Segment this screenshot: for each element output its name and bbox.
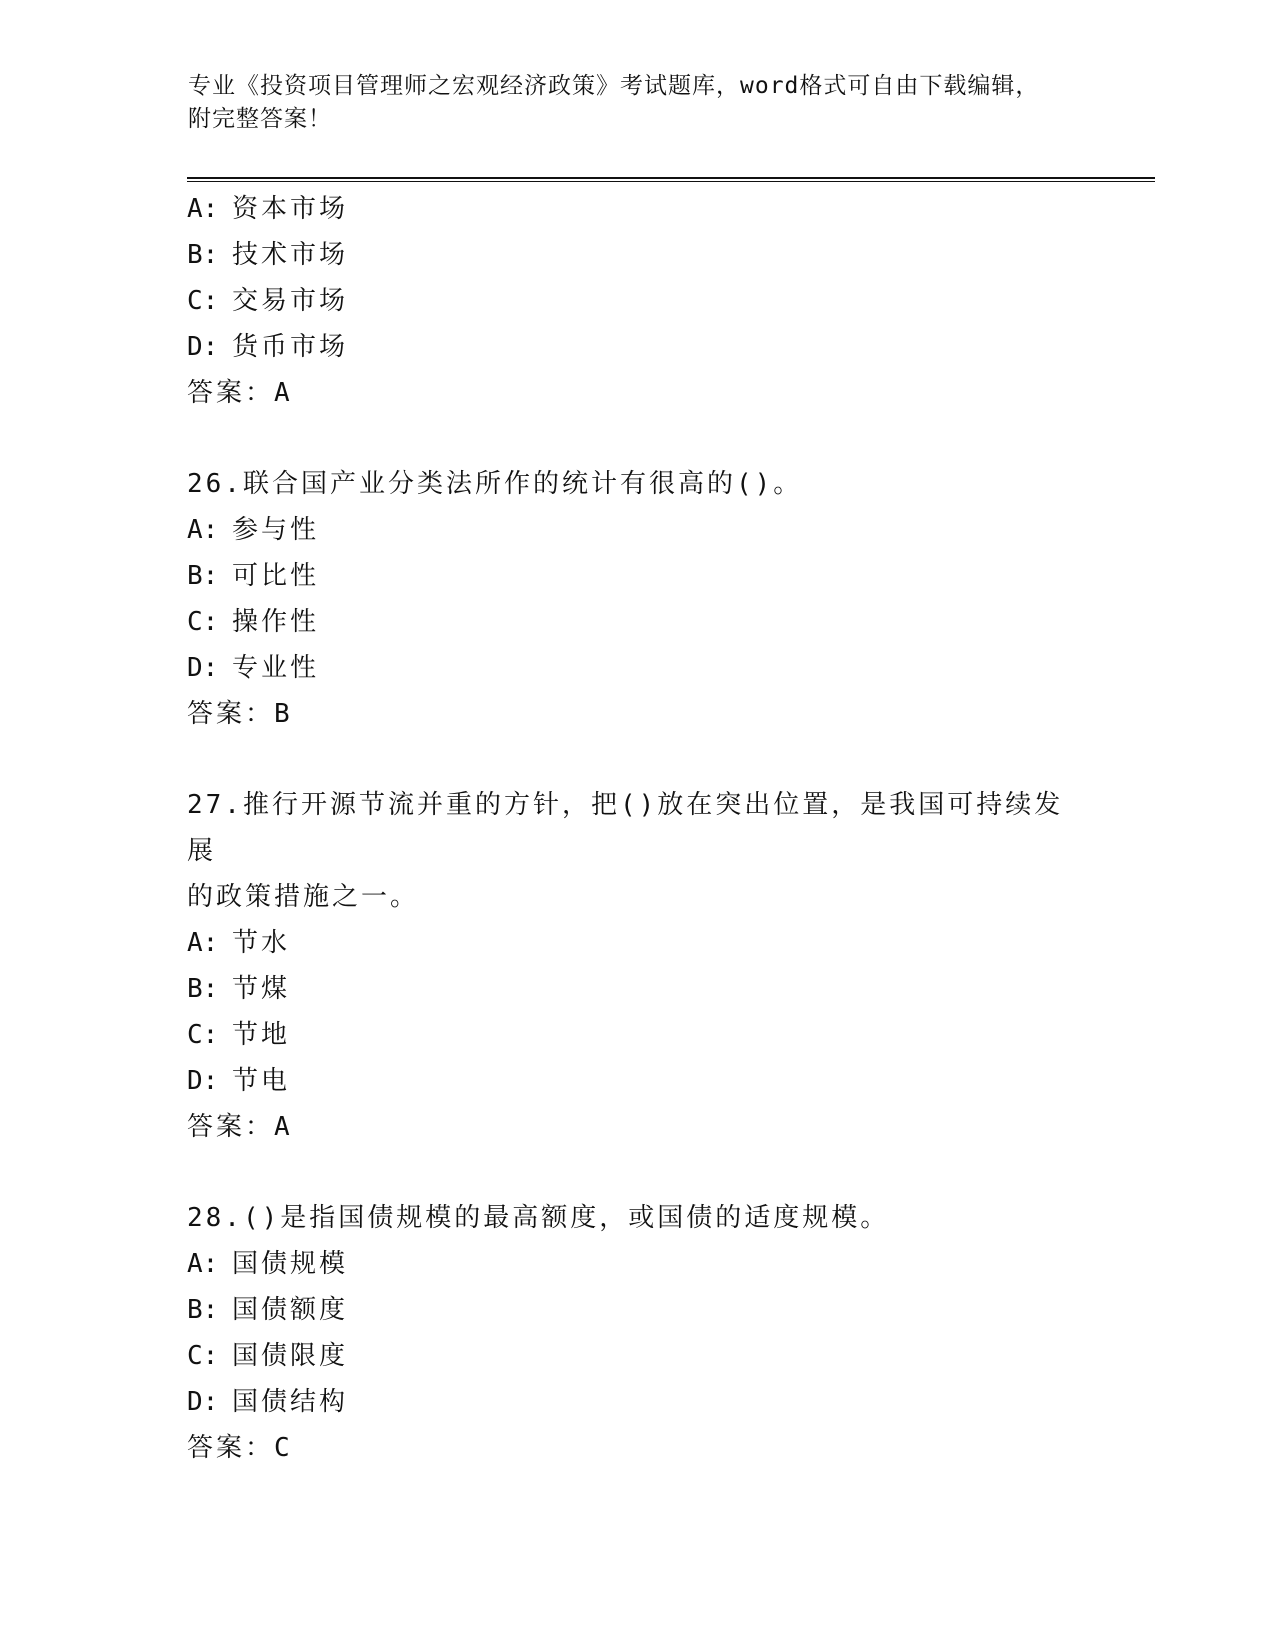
question-26 — [187, 461, 1087, 737]
option-d — [187, 1379, 1087, 1425]
option-text: 节电 — [232, 1066, 291, 1096]
option-text: 可比性 — [232, 561, 320, 591]
option-b — [187, 966, 1087, 1012]
option-text: 资本市场 — [232, 194, 349, 224]
option-letter: B: — [187, 240, 219, 270]
question-stem: 26.联合国产业分类法所作的统计有很高的()。 — [187, 469, 803, 499]
option-letter: A: — [187, 928, 219, 958]
option-text: 参与性 — [232, 515, 320, 545]
spacer — [187, 1150, 1087, 1195]
option-letter: B: — [187, 561, 219, 591]
option-letter: D: — [187, 653, 219, 683]
option-a — [187, 186, 1087, 232]
option-text: 节地 — [232, 1020, 291, 1050]
option-d — [187, 324, 1087, 370]
previous-question-block — [187, 186, 1087, 416]
option-letter: C: — [187, 607, 219, 637]
option-letter: A: — [187, 194, 219, 224]
question-stem: 27.推行开源节流并重的方针，把()放在突出位置，是我国可持续发展 的政策措施之一。 — [187, 790, 1064, 912]
option-a — [187, 507, 1087, 553]
question-28 — [187, 1195, 1087, 1471]
option-c — [187, 278, 1087, 324]
question-27 — [187, 782, 1087, 1150]
option-c — [187, 1012, 1087, 1058]
option-text: 专业性 — [232, 653, 320, 683]
option-letter: B: — [187, 1295, 219, 1325]
option-letter: A: — [187, 1249, 219, 1279]
option-letter: D: — [187, 1387, 219, 1417]
header-divider — [187, 177, 1155, 182]
option-text: 国债结构 — [232, 1387, 349, 1417]
page-header: 专业《投资项目管理师之宏观经济政策》考试题库，word格式可自由下载编辑， 附完整答案！ — [188, 73, 1040, 132]
option-text: 国债限度 — [232, 1341, 349, 1371]
option-text: 节水 — [232, 928, 291, 958]
spacer — [187, 416, 1087, 461]
option-text: 货币市场 — [232, 332, 349, 362]
option-letter: C: — [187, 1020, 219, 1050]
option-a — [187, 1241, 1087, 1287]
answer-line: 答案：B — [187, 699, 293, 729]
option-letter: B: — [187, 974, 219, 1004]
option-text: 交易市场 — [232, 286, 349, 316]
option-letter: D: — [187, 332, 219, 362]
option-text: 技术市场 — [232, 240, 349, 270]
option-a — [187, 920, 1087, 966]
answer-line: 答案：A — [187, 378, 293, 408]
option-text: 操作性 — [232, 607, 320, 637]
option-d — [187, 645, 1087, 691]
option-letter: D: — [187, 1066, 219, 1096]
option-b — [187, 553, 1087, 599]
question-content — [187, 186, 1087, 1471]
option-text: 节煤 — [232, 974, 291, 1004]
spacer — [187, 737, 1087, 782]
answer-line: 答案：C — [187, 1433, 293, 1463]
option-text: 国债规模 — [232, 1249, 349, 1279]
option-d — [187, 1058, 1087, 1104]
option-b — [187, 232, 1087, 278]
option-c — [187, 1333, 1087, 1379]
answer-line: 答案：A — [187, 1112, 293, 1142]
option-letter: C: — [187, 1341, 219, 1371]
question-stem: 28.()是指国债规模的最高额度，或国债的适度规模。 — [187, 1203, 890, 1233]
option-text: 国债额度 — [232, 1295, 349, 1325]
option-c — [187, 599, 1087, 645]
option-letter: A: — [187, 515, 219, 545]
option-b — [187, 1287, 1087, 1333]
option-letter: C: — [187, 286, 219, 316]
